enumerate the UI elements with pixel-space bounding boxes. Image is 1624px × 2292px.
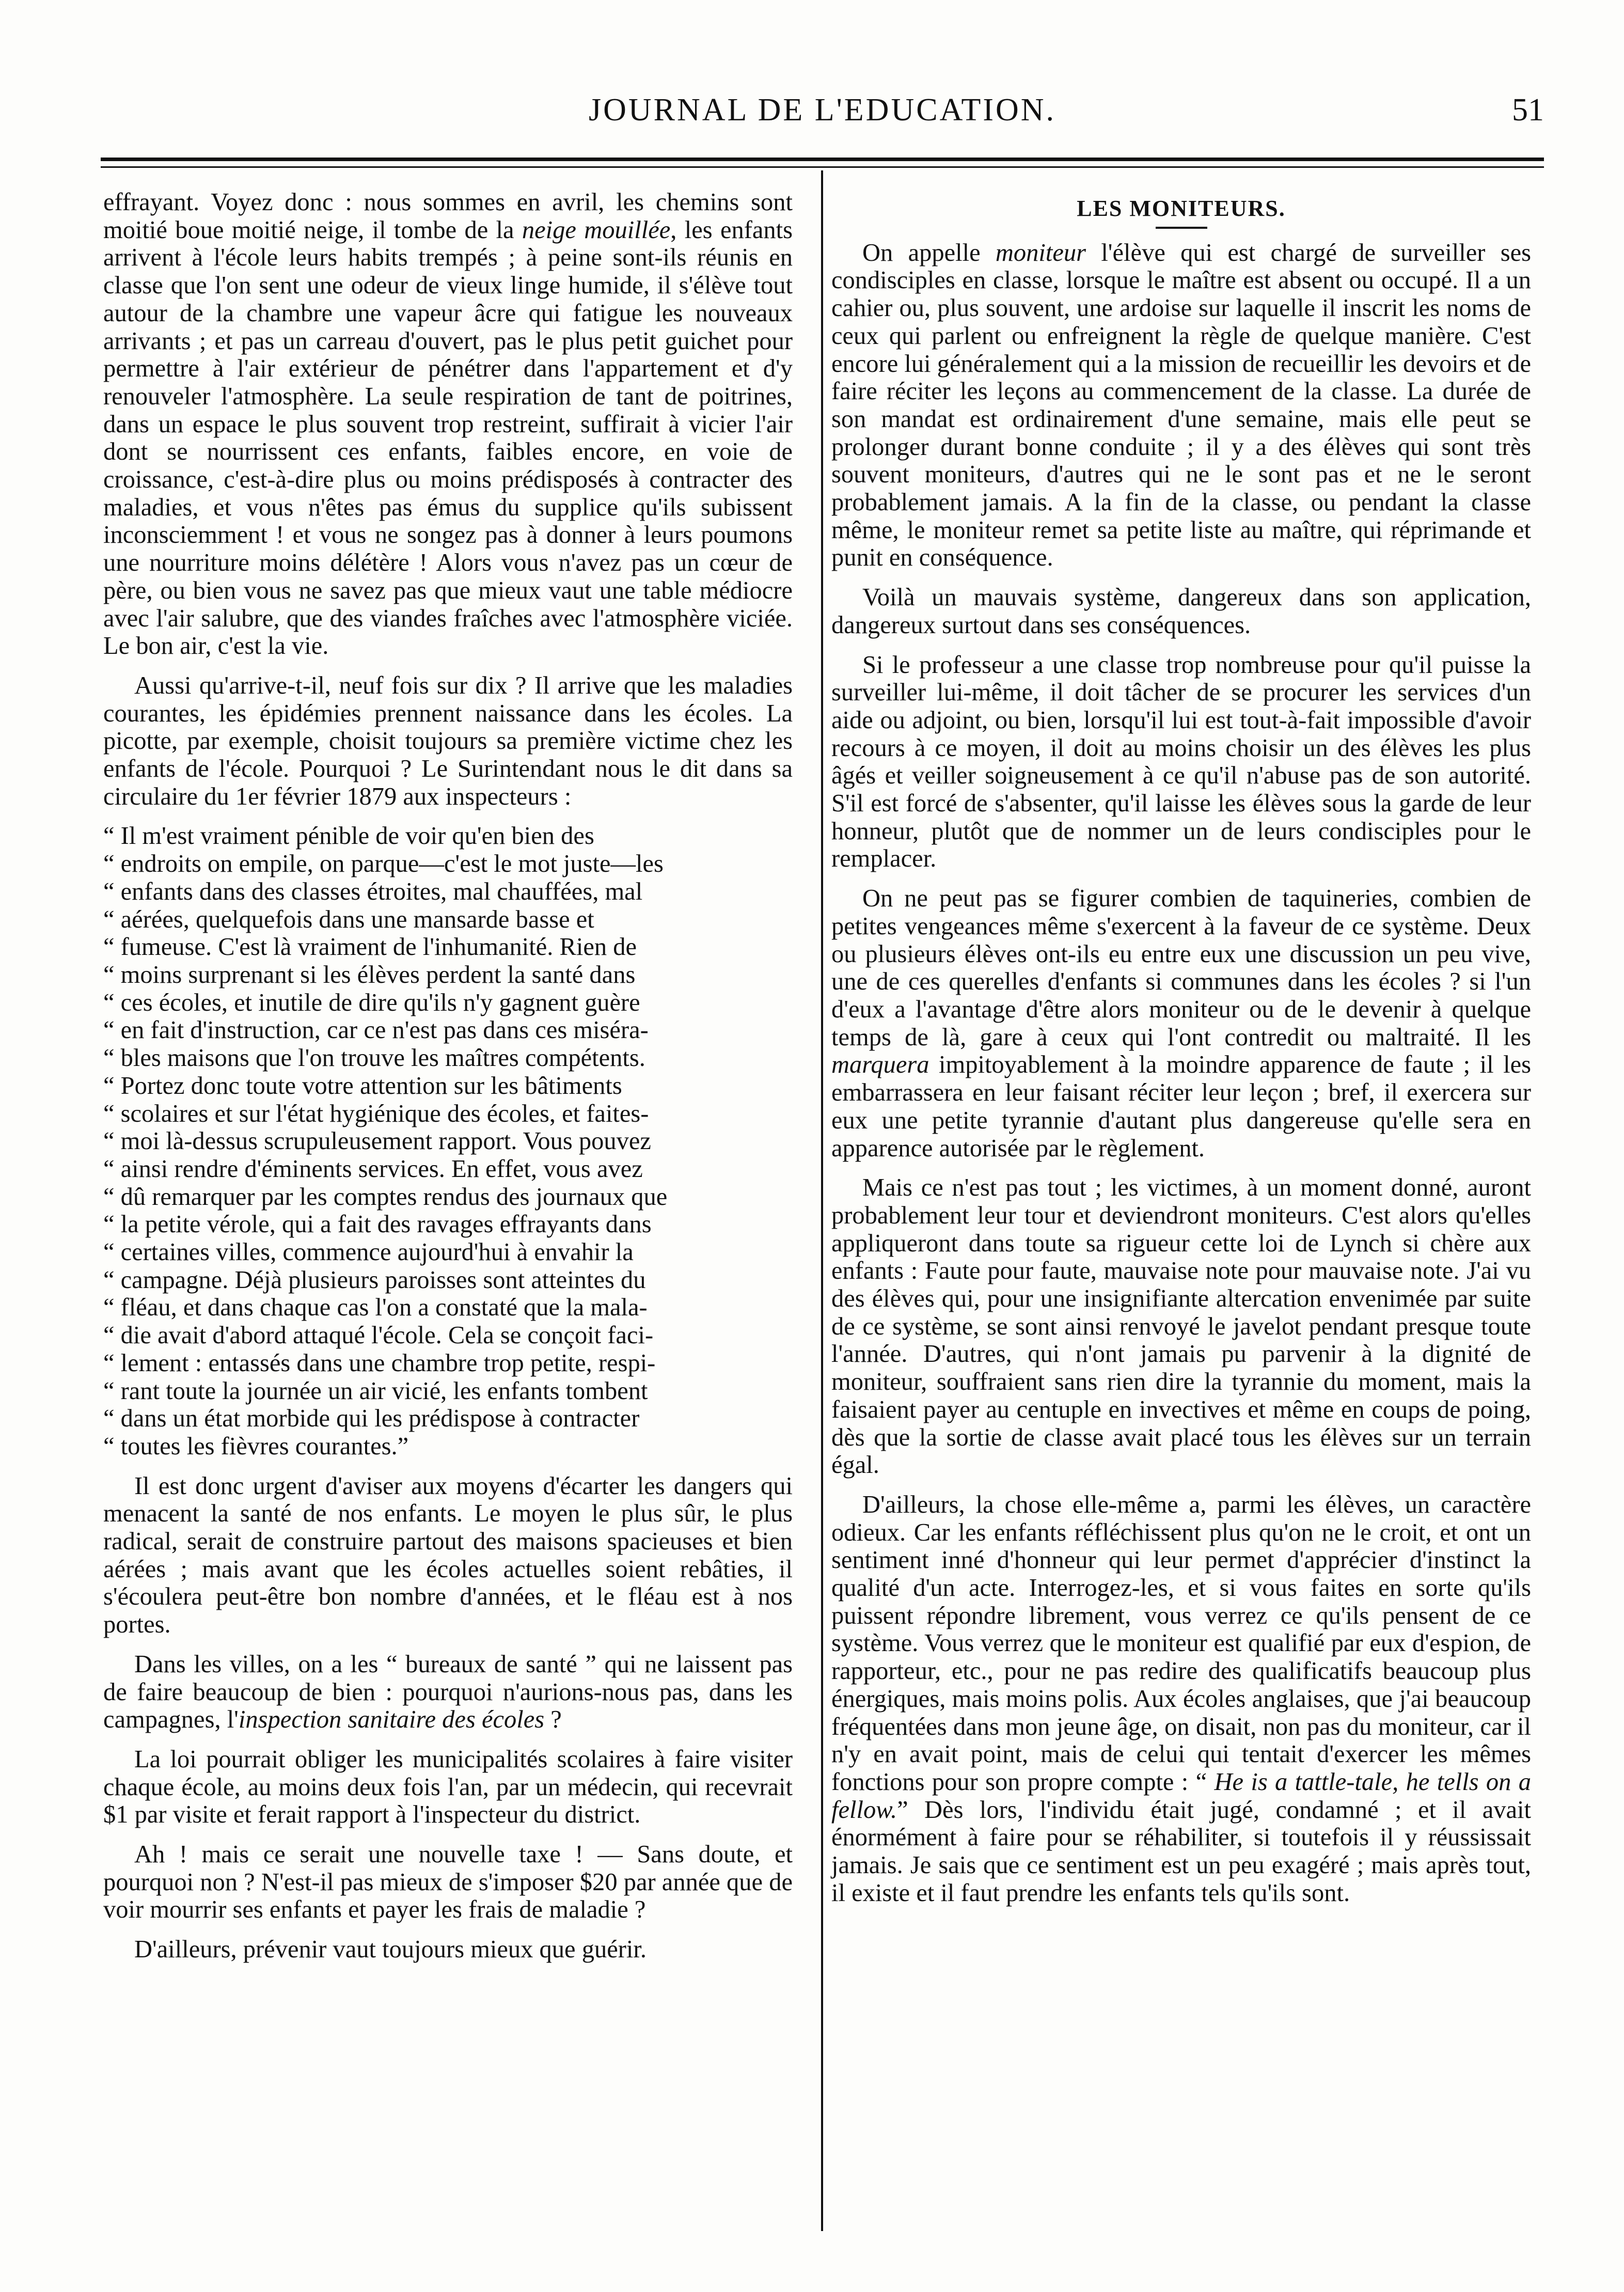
quote-line: “ dans un état morbide qui les prédispose à contracter — [103, 1405, 640, 1433]
quote-line: “ aérées, quelquefois dans une mansarde basse et — [103, 905, 594, 933]
right-paragraph-4: On ne peut pas se figurer combien de taquineries, combien de petites vengeances même s'exercent à la faveur de ce système. Deux ou plusieurs élèves ont-ils eu entre eux une discussion un peu vive, une de ces querelles d'enfants si communes dans les écoles ? si l'un d'eux a l'avantage d'être alors moniteur ou de le devenir à quelque temps de là, gare à ceux qui l'ont contredit ou maltraité. Il les marquera impitoyablement à la moindre apparence de faute ; il les embarrassera en leur faisant réciter leur leçon ; bref, il exercera sur eux une petite tyrannie d'autant plus dangereuse qu'elle sera en apparence autorisée par le règlement. — [831, 885, 1531, 1162]
quote-line: “ enfants dans des classes étroites, mal chauffées, mal — [103, 877, 643, 905]
quote-line: “ toutes les fièvres courantes.” — [103, 1432, 409, 1460]
header-rule-thick — [101, 158, 1544, 161]
quote-line: “ moi là-dessus scrupuleusement rapport. Vous pouvez — [103, 1127, 651, 1155]
quote-line: “ ces écoles, et inutile de dire qu'ils n'y gagnent guère — [103, 988, 640, 1016]
quote-line: “ bles maisons que l'on trouve les maîtres compétents. — [103, 1044, 645, 1072]
quote-line: “ rant toute la journée un air vicié, les enfants tombent — [103, 1377, 648, 1405]
quote-line: “ lement : entassés dans une chambre trop petite, respi- — [103, 1349, 656, 1377]
right-paragraph-3: Si le professeur a une classe trop nombreuse pour qu'il puisse la surveiller lui-même, il doit tâcher de se procurer les services d'un aide ou adjoint, ou bien, lorsqu'il lui est tout-à-fait impossible d'avoir recours à ce moyen, il doit au moins choisir un des élèves les plus âgés et veiller soigneusement à ce qu'il n'abuse pas de son autorité. S'il est forcé de s'absenter, qu'il laisse les élèves sous la garde de leur honneur, plutôt que de nommer un de leurs condisciples pour le remplacer. — [831, 651, 1531, 873]
left-paragraph-2: Aussi qu'arrive-t-il, neuf fois sur dix ? Il arrive que les maladies courantes, les épidémies prennent naissance dans les écoles. La picotte, par exemple, choisit toujours sa première victime chez les enfants de l'école. Pourquoi ? Le Surintendant nous le dit dans sa circulaire du 1er février 1879 aux inspecteurs : — [103, 671, 793, 810]
quote-line: “ la petite vérole, qui a fait des ravages effrayants dans — [103, 1211, 652, 1238]
quote-line: “ endroits on empile, on parque—c'est le mot juste—les — [103, 850, 664, 878]
left-paragraph-3: Il est donc urgent d'aviser aux moyens d'écarter les dangers qui menacent la santé de nos enfants. Le moyen le plus sûr, le plus radical, serait de construire partout des maisons spacieuses et bien aérées ; mais avant que les écoles actuelles soient rebâties, il s'écoulera peut-être bon nombre d'années, et le fléau est à nos portes. — [103, 1472, 793, 1639]
left-column — [103, 189, 793, 1975]
left-paragraph-5: La loi pourrait obliger les municipalités scolaires à faire visiter chaque école, au moins deux fois l'an, par un médecin, qui recevrait $1 par visite et ferait rapport à l'inspecteur du district. — [103, 1745, 793, 1829]
right-paragraph-5: Mais ce n'est pas tout ; les victimes, à un moment donné, auront probablement leur tour et deviendront moniteurs. C'est alors qu'elles appliqueront dans toute sa rigueur cette loi de Lynch si chère aux enfants : Faute pour faute, mauvaise note pour mauvaise note. J'ai vu des élèves qui, pour une insignifiante altercation envenimée par suite de ce système, se sont ainsi renvoyé le javelot pendant presque toute l'année. D'autres, qui n'ont jamais pu parvenir à la dignité de moniteur, souffraient sans rien dire la tyrannie du moment, mais la faisaient payer au centuple en invectives et même en coups de poing, dès que la sortie de classe avait placé tous les élèves sur un terrain égal. — [831, 1174, 1531, 1479]
quote-line: “ scolaires et sur l'état hygiénique des écoles, et faites- — [103, 1100, 649, 1127]
left-paragraph-4: Dans les villes, on a les “ bureaux de santé ” qui ne laissent pas de faire beaucoup de bien : pourquoi n'aurions-nous pas, dans les campagnes, l'inspection sanitaire des écoles ? — [103, 1650, 793, 1734]
quote-line: “ en fait d'instruction, car ce n'est pas dans ces miséra- — [103, 1016, 649, 1044]
superintendent-quote — [103, 822, 793, 1460]
right-paragraph-6: D'ailleurs, la chose elle-même a, parmi les élèves, un caractère odieux. Car les enfants réfléchissent plus qu'on ne le croit, et ont un sentiment inné d'honneur qui leur permet d'apprécier d'instinct la qualité d'un acte. Interrogez-les, et si vous faites en sorte qu'ils puissent répondre librement, vous verrez ce qu'ils pensent de ce système. Vous verrez que le moniteur est qualifié par eux d'espion, de rapporteur, etc., pour ne pas redire des qualificatifs beaucoup plus énergiques, mais moins polis. Aux écoles anglaises, que j'ai beaucoup fréquentées dans mon jeune âge, on disait, non pas du moniteur, car il n'y en avait point, mais de celui qui tentait d'exercer les mêmes fonctions pour son propre compte : “ He is a tattle-tale, he tells on a fellow.” Dès lors, l'individu était jugé, condamné ; et il avait énormément à faire pour se réhabiliter, si toutefois il y réussissait jamais. Je sais que ce sentiment est un peu exagéré ; mais après tout, il existe et il faut prendre les enfants tels qu'ils sont. — [831, 1490, 1532, 1907]
page-number: 51 — [1512, 92, 1544, 128]
quote-line: “ certaines villes, commence aujourd'hui à envahir la — [103, 1238, 634, 1266]
left-paragraph-7: D'ailleurs, prévenir vaut toujours mieux que guérir. — [134, 1936, 647, 1964]
left-paragraph-1: effrayant. Voyez donc : nous sommes en avril, les chemins sont moitié boue moitié neige, il tombe de la neige mouillée, les enfants arrivent à l'école leurs habits trempés ; à peine sont-ils réunis en classe que l'on sent une odeur de vieux linge humide, il s'élève tout autour de la chambre une vapeur âcre qui fatigue les nouveaux arrivants ; et pas un carreau d'ouvert, pas le plus petit guichet pour permettre à l'air extérieur de pénétrer dans l'appartement et d'y renouveler l'atmosphère. La seule respiration de tant de poitrines, dans un espace le plus souvent trop restreint, suffirait à vicier l'air dont se nourrissent ces enfants, faibles encore, en voie de croissance, c'est-à-dire plus ou moins prédisposés à contracter des maladies, et vous n'êtes pas émus du supplice qu'ils subissent inconsciemment ! et vous ne songez pas à donner à leurs poumons une nourriture moins délétère ! Alors vous n'avez pas un cœur de père, ou bien vous ne savez pas que mieux vaut une table médiocre avec l'air salubre, que des viandes fraîches avec l'atmosphère viciée. Le bon air, c'est la vie. — [103, 189, 793, 660]
quote-line: “ Portez donc toute votre attention sur les bâtiments — [103, 1072, 622, 1100]
quote-line: “ moins surprenant si les élèves perdent la santé dans — [103, 961, 636, 988]
quote-line: “ ainsi rendre d'éminents services. En effet, vous avez — [103, 1155, 643, 1183]
quote-line: “ die avait d'abord attaqué l'école. Cela se conçoit faci- — [103, 1322, 654, 1349]
page-header — [101, 87, 1544, 138]
section-title: LES MONITEURS. — [1077, 196, 1286, 221]
quote-line: “ Il m'est vraiment pénible de voir qu'en bien des — [103, 822, 594, 850]
section-title-rule — [1156, 227, 1207, 229]
quote-line: “ fléau, et dans chaque cas l'on a constaté que la mala- — [103, 1294, 648, 1322]
quote-line: “ fumeuse. C'est là vraiment de l'inhumanité. Rien de — [103, 933, 637, 961]
left-paragraph-6: Ah ! mais ce serait une nouvelle taxe ! — Sans doute, et pourquoi non ? N'est-il pas mieux de s'imposer $20 par année que de voir mourrir ses enfants et payer les frais de maladie ? — [103, 1841, 793, 1924]
quote-line: “ campagne. Déjà plusieurs paroisses sont atteintes du — [103, 1266, 646, 1294]
right-paragraph-2: Voilà un mauvais système, dangereux dans son application, dangereux surtout dans ses conséquences. — [831, 584, 1531, 639]
header-rule-thin — [101, 166, 1544, 168]
quote-line: “ dû remarquer par les comptes rendus des journaux que — [103, 1183, 668, 1211]
right-paragraph-1: On appelle moniteur l'élève qui est chargé de surveiller ses condisciples en classe, lorsque le maître est absent ou occupé. Il a un cahier ou, plus souvent, une ardoise sur laquelle il inscrit les noms de ceux qui parlent ou enfreignent la règle de quelque manière. C'est encore lui généralement qui a la mission de recueillir les devoirs et de faire réciter les leçons au commencement de la classe. La durée de son mandat est ordinairement d'une semaine, mais elle peut se prolonger durant bonne conduite ; il y a des élèves qui sont très souvent moniteurs, d'autres qui ne le sont pas et ne le seront probablement jamais. A la fin de la classe, ou pendant la classe même, le moniteur remet sa petite liste au maître, qui réprimande et punit en conséquence. — [831, 239, 1531, 572]
journal-title: JOURNAL DE L'EDUCATION. — [588, 92, 1057, 128]
right-column — [831, 189, 1531, 1919]
column-divider — [821, 170, 823, 2231]
